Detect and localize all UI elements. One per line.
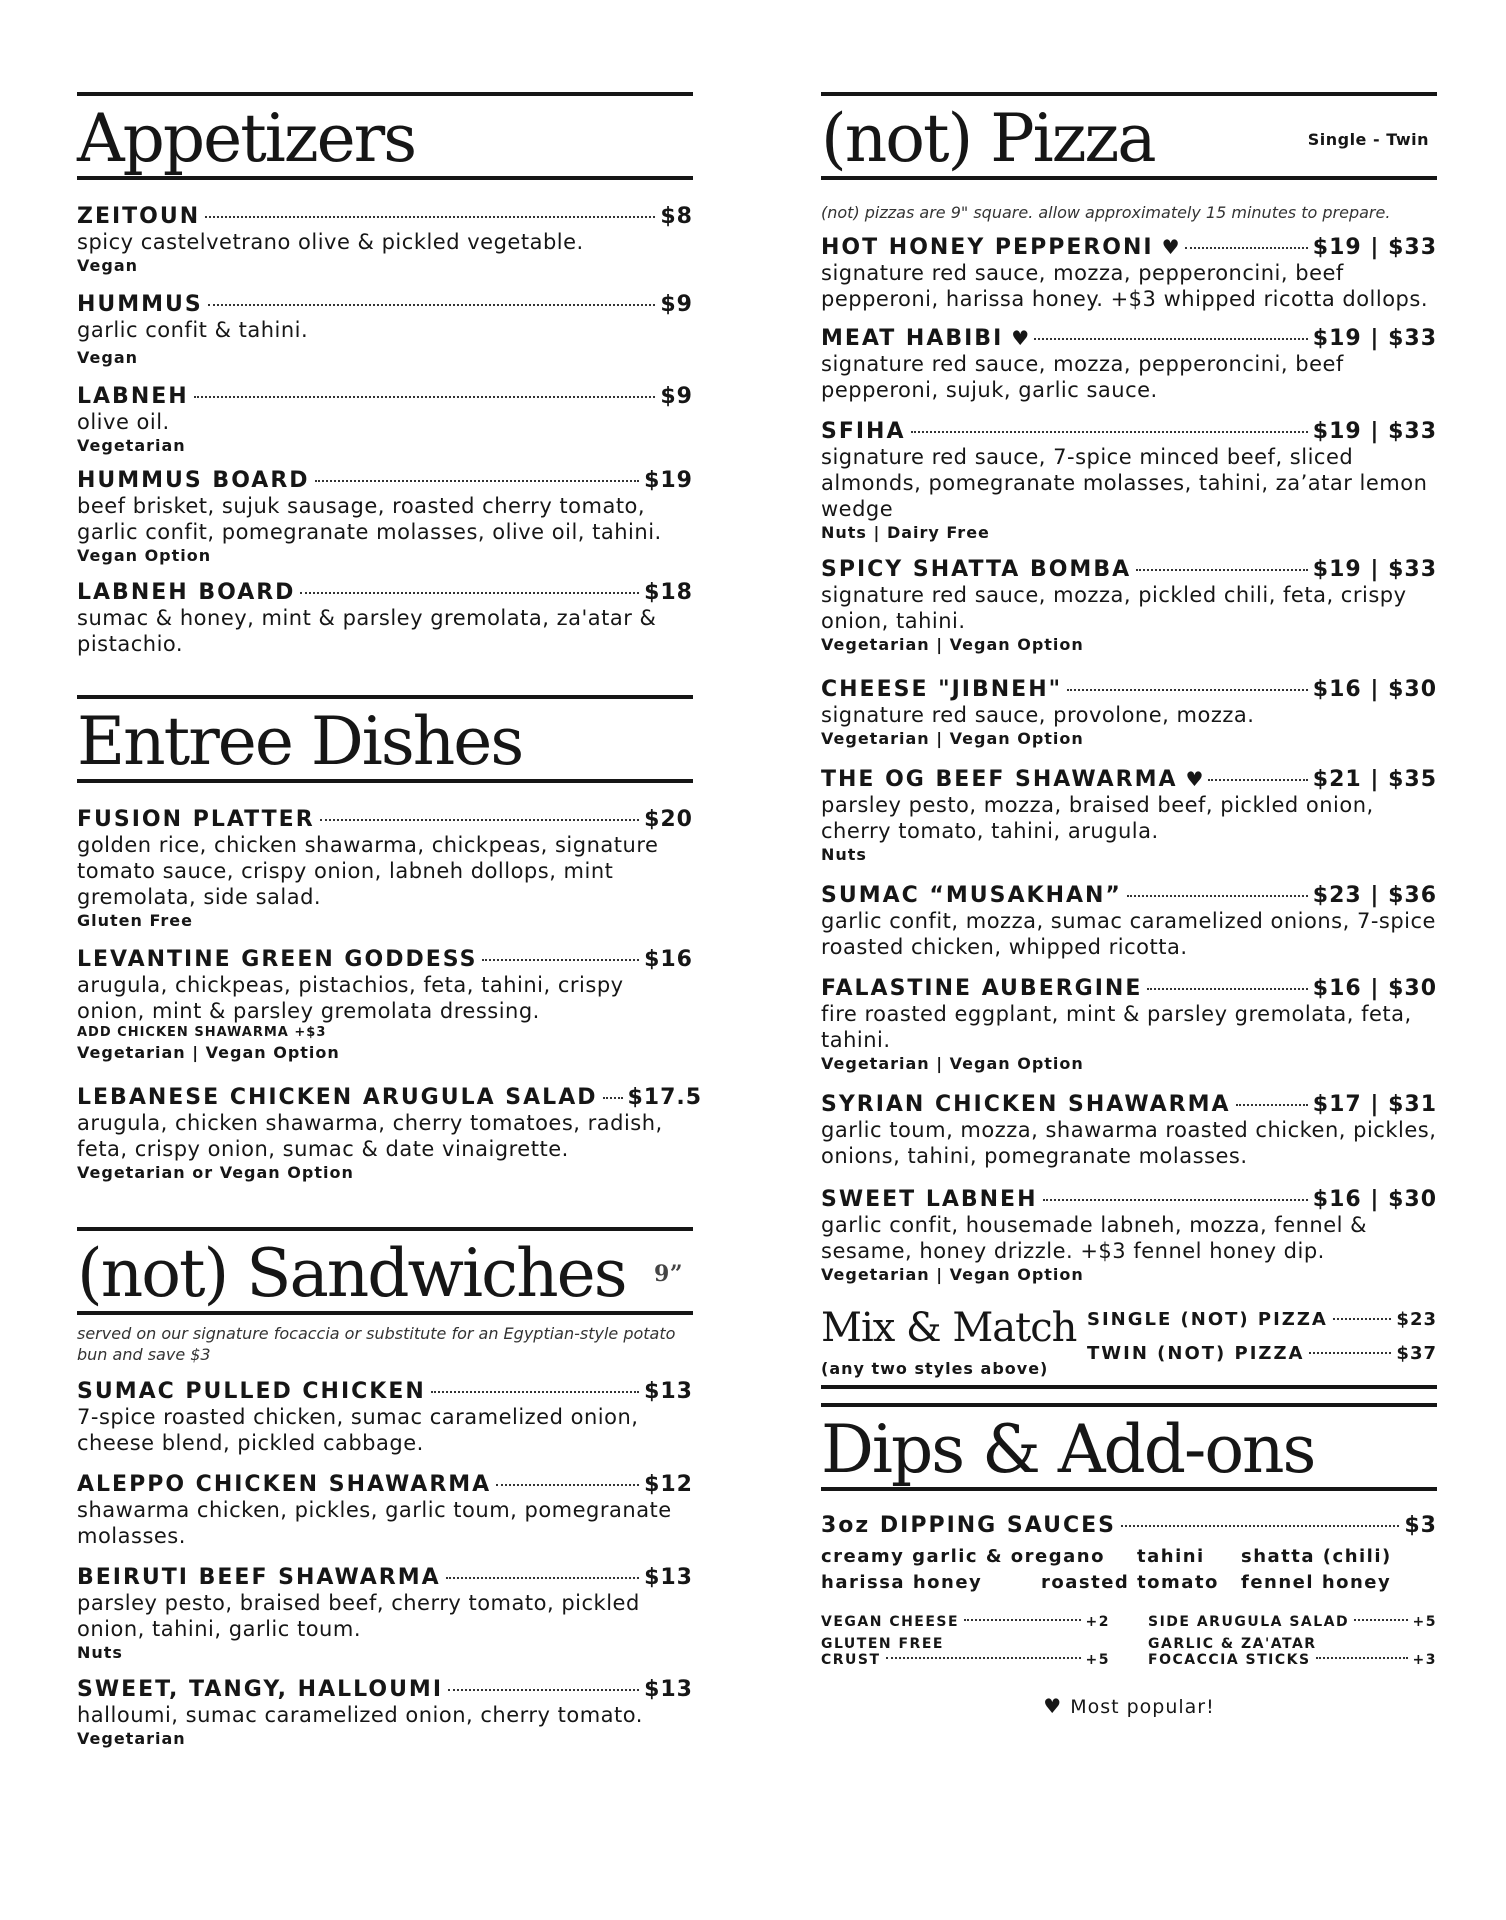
item-description: fire roasted eggplant, mint & parsley gremolata, feta, tahini. bbox=[821, 1002, 1412, 1052]
dot-leader bbox=[1043, 1199, 1308, 1201]
item-description: parsley pesto, mozza, braised beef, pickled onion, cherry tomato, tahini, arugula. bbox=[821, 793, 1374, 843]
dot-leader bbox=[886, 1657, 1081, 1659]
item-price: $3 bbox=[1404, 1513, 1437, 1538]
section-header bbox=[77, 695, 693, 783]
item-price: $16 | $30 bbox=[1312, 1187, 1437, 1212]
dot-leader bbox=[1067, 689, 1308, 691]
pizza-section bbox=[821, 92, 1437, 1285]
right-column bbox=[821, 92, 1437, 1718]
menu-item bbox=[77, 468, 693, 566]
dietary-tag: Vegetarian | Vegan Option bbox=[77, 1043, 340, 1062]
item-price: $19 bbox=[644, 468, 693, 493]
menu-item bbox=[77, 1677, 693, 1749]
dot-leader bbox=[1236, 1104, 1308, 1106]
addon-item bbox=[821, 1636, 1110, 1674]
item-description: garlic confit & tahini. bbox=[77, 318, 309, 342]
dot-leader bbox=[300, 592, 639, 594]
dot-leader bbox=[1121, 1525, 1399, 1527]
menu-item bbox=[77, 947, 693, 1063]
sauce-option: creamy garlic & oregano bbox=[821, 1546, 1105, 1567]
section-title: Appetizers bbox=[77, 100, 416, 177]
addon-name: SIDE ARUGULA SALAD bbox=[1148, 1614, 1350, 1630]
legend-label: Most popular! bbox=[1070, 1696, 1215, 1718]
item-name: LEVANTINE GREEN GODDESS bbox=[77, 947, 478, 972]
dot-leader bbox=[1136, 569, 1308, 571]
item-price: $13 bbox=[644, 1379, 693, 1404]
dot-leader bbox=[496, 1484, 639, 1486]
sauce-option: harissa honey bbox=[821, 1572, 983, 1593]
dietary-tag: Vegetarian | Vegan Option bbox=[821, 1265, 1084, 1284]
dot-leader bbox=[964, 1619, 1080, 1621]
item-price: $12 bbox=[644, 1472, 693, 1497]
item-name: 3oz DIPPING SAUCES bbox=[821, 1513, 1116, 1538]
addon-item bbox=[1148, 1614, 1437, 1630]
section-header bbox=[821, 1403, 1437, 1491]
dietary-tag: Vegan bbox=[77, 256, 138, 275]
menu-item bbox=[77, 1565, 693, 1663]
menu-item bbox=[821, 677, 1437, 749]
addon-name: VEGAN CHEESE bbox=[821, 1614, 960, 1630]
menu-item bbox=[77, 204, 693, 276]
mix-title: Mix & Match bbox=[821, 1305, 1077, 1351]
dot-leader bbox=[446, 1577, 639, 1579]
mix-single-label: SINGLE (NOT) PIZZA bbox=[1087, 1309, 1328, 1330]
item-name: SPICY SHATTA BOMBA bbox=[821, 557, 1132, 582]
item-price: $17.5 bbox=[627, 1085, 703, 1110]
dot-leader bbox=[603, 1097, 623, 1099]
item-price: $19 | $33 bbox=[1312, 419, 1437, 444]
item-description: arugula, chickpeas, pistachios, feta, tahini, crispy onion, mint & parsley gremolata dressing. bbox=[77, 973, 624, 1023]
dot-leader bbox=[1127, 895, 1308, 897]
dietary-tag: Vegan Option bbox=[77, 546, 212, 565]
menu-item bbox=[821, 976, 1437, 1074]
mix-twin-price: $37 bbox=[1396, 1343, 1437, 1364]
dot-leader bbox=[1185, 247, 1308, 249]
item-price: $19 | $33 bbox=[1312, 557, 1437, 582]
heart-icon: ♥ bbox=[1185, 767, 1204, 791]
item-price: $21 | $35 bbox=[1312, 767, 1437, 792]
item-price: $23 | $36 bbox=[1312, 883, 1437, 908]
dot-leader bbox=[208, 304, 656, 306]
mix-subtitle: (any two styles above) bbox=[821, 1359, 1049, 1378]
section-title: Dips & Add-ons bbox=[821, 1411, 1315, 1488]
menu-item bbox=[77, 384, 693, 456]
dietary-tag: Vegetarian or Vegan Option bbox=[77, 1163, 354, 1182]
menu-item bbox=[821, 1187, 1437, 1285]
item-price: $17 | $31 bbox=[1312, 1092, 1437, 1117]
item-price: $18 bbox=[644, 580, 693, 605]
item-price: $20 bbox=[644, 807, 693, 832]
dipping-sauces-row bbox=[821, 1513, 1437, 1538]
item-description: signature red sauce, mozza, pickled chili, feta, crispy onion, tahini. bbox=[821, 583, 1407, 633]
menu-item bbox=[821, 767, 1437, 865]
most-popular-legend bbox=[821, 1694, 1437, 1718]
item-description: spicy castelvetrano olive & pickled vegetable. bbox=[77, 230, 584, 254]
menu-item bbox=[77, 292, 693, 368]
dietary-tag: Vegetarian bbox=[77, 1729, 186, 1748]
dot-leader bbox=[1208, 779, 1307, 781]
sauce-option: roasted tomato bbox=[1041, 1572, 1219, 1593]
menu-item bbox=[77, 1085, 703, 1183]
dot-leader bbox=[194, 396, 656, 398]
mix-and-match bbox=[821, 1299, 1437, 1389]
sauce-option: fennel honey bbox=[1241, 1572, 1392, 1593]
section-title: (not) Sandwiches bbox=[77, 1235, 626, 1312]
item-name: LEBANESE CHICKEN ARUGULA SALAD bbox=[77, 1085, 598, 1110]
menu-item bbox=[77, 580, 693, 657]
item-description: signature red sauce, 7-spice minced beef, sliced almonds, pomegranate molasses, tahini, za’atar lemon wedge bbox=[821, 445, 1428, 521]
dietary-tag: Vegan bbox=[77, 348, 138, 367]
size-label: Single - Twin bbox=[1307, 130, 1429, 149]
item-description: signature red sauce, mozza, pepperoncini, beef pepperoni, harissa honey. +$3 whipped ricotta dollops. bbox=[821, 261, 1429, 311]
menu-item bbox=[821, 557, 1437, 655]
dietary-tag: Nuts | Dairy Free bbox=[821, 523, 990, 542]
item-description: olive oil. bbox=[77, 410, 170, 434]
heart-icon: ♥ bbox=[1011, 326, 1030, 350]
mix-prices bbox=[1087, 1309, 1437, 1377]
addon-name: GLUTEN FREE bbox=[821, 1636, 944, 1652]
dot-leader bbox=[1309, 1352, 1391, 1354]
heart-icon: ♥ bbox=[1043, 1694, 1063, 1718]
item-name: SWEET LABNEH bbox=[821, 1187, 1038, 1212]
item-name: ZEITOUN bbox=[77, 204, 201, 229]
item-name: SUMAC PULLED CHICKEN bbox=[77, 1379, 426, 1404]
addon-note: ADD CHICKEN SHAWARMA +$3 bbox=[77, 1025, 327, 1040]
section-header bbox=[77, 1227, 693, 1315]
menu-item bbox=[821, 326, 1437, 403]
dot-leader bbox=[1316, 1657, 1408, 1659]
item-price: $16 bbox=[644, 947, 693, 972]
item-description: arugula, chicken shawarma, cherry tomatoes, radish, feta, crispy onion, sumac & date vinaigrette. bbox=[77, 1111, 663, 1161]
item-description: halloumi, sumac caramelized onion, cherry tomato. bbox=[77, 1703, 643, 1727]
dot-leader bbox=[482, 959, 639, 961]
addon-name-line2: FOCACCIA STICKS bbox=[1148, 1652, 1311, 1668]
dot-leader bbox=[315, 480, 640, 482]
sandwiches-section bbox=[77, 1227, 693, 1749]
dietary-tag: Gluten Free bbox=[77, 911, 193, 930]
item-description: beef brisket, sujuk sausage, roasted cherry tomato, garlic confit, pomegranate molasses, olive oil, tahini. bbox=[77, 494, 662, 544]
item-name: FALASTINE AUBERGINE bbox=[821, 976, 1143, 1001]
section-title: Entree Dishes bbox=[77, 703, 523, 780]
item-description: garlic confit, mozza, sumac caramelized onions, 7-spice roasted chicken, whipped ricotta. bbox=[821, 909, 1436, 959]
menu-item bbox=[821, 419, 1437, 543]
dietary-tag: Nuts bbox=[821, 845, 867, 864]
dot-leader bbox=[1147, 988, 1307, 990]
item-price: $8 bbox=[660, 204, 693, 229]
size-note: 9” bbox=[654, 1261, 683, 1287]
section-header bbox=[77, 92, 693, 180]
item-price: $16 | $30 bbox=[1312, 976, 1437, 1001]
mix-single-price: $23 bbox=[1396, 1309, 1437, 1330]
item-name: MEAT HABIBI bbox=[821, 326, 1004, 351]
addons-list bbox=[821, 1614, 1437, 1674]
appetizers-section bbox=[77, 92, 693, 657]
sauce-option: tahini bbox=[1137, 1546, 1205, 1567]
item-name: SYRIAN CHICKEN SHAWARMA bbox=[821, 1092, 1231, 1117]
item-name: HUMMUS BOARD bbox=[77, 468, 310, 493]
sauce-option: shatta (chili) bbox=[1241, 1546, 1392, 1567]
item-price: $9 bbox=[660, 384, 693, 409]
item-name: THE OG BEEF SHAWARMA bbox=[821, 767, 1178, 792]
menu-item bbox=[77, 1379, 693, 1456]
dietary-tag: Nuts bbox=[77, 1643, 123, 1662]
section-title: (not) Pizza bbox=[821, 100, 1155, 177]
item-description: parsley pesto, braised beef, cherry tomato, pickled onion, tahini, garlic toum. bbox=[77, 1591, 640, 1641]
menu-item bbox=[77, 1472, 693, 1549]
item-description: garlic toum, mozza, shawarma roasted chicken, pickles, onions, tahini, pomegranate molasses. bbox=[821, 1118, 1437, 1168]
item-price: $16 | $30 bbox=[1312, 677, 1437, 702]
item-price: $19 | $33 bbox=[1312, 326, 1437, 351]
menu-item bbox=[821, 883, 1437, 960]
entrees-section bbox=[77, 695, 703, 1183]
item-name: LABNEH BOARD bbox=[77, 580, 296, 605]
item-name: SWEET, TANGY, HALLOUMI bbox=[77, 1677, 444, 1702]
dot-leader bbox=[431, 1391, 639, 1393]
item-name: ALEPPO CHICKEN SHAWARMA bbox=[77, 1472, 492, 1497]
dot-leader bbox=[911, 431, 1308, 433]
item-name: FUSION PLATTER bbox=[77, 807, 315, 832]
menu-item bbox=[821, 1092, 1437, 1169]
section-intro: (not) pizzas are 9" square. allow approximately 15 minutes to prepare. bbox=[821, 203, 1391, 222]
dot-leader bbox=[448, 1689, 639, 1691]
addon-item bbox=[1148, 1636, 1437, 1674]
dietary-tag: Vegetarian | Vegan Option bbox=[821, 1054, 1084, 1073]
menu-item bbox=[821, 235, 1437, 312]
dietary-tag: Vegetarian bbox=[77, 436, 186, 455]
item-description: signature red sauce, mozza, pepperoncini, beef pepperoni, sujuk, garlic sauce. bbox=[821, 352, 1344, 402]
addon-price: +5 bbox=[1412, 1614, 1437, 1630]
addon-price: +5 bbox=[1085, 1652, 1110, 1668]
item-price: $13 bbox=[644, 1677, 693, 1702]
item-description: shawarma chicken, pickles, garlic toum, pomegranate molasses. bbox=[77, 1498, 672, 1548]
item-description: 7-spice roasted chicken, sumac caramelized onion, cheese blend, pickled cabbage. bbox=[77, 1405, 639, 1455]
addon-item bbox=[821, 1614, 1110, 1630]
item-name: HOT HONEY PEPPERONI bbox=[821, 235, 1154, 260]
item-price: $9 bbox=[660, 292, 693, 317]
dot-leader bbox=[1333, 1318, 1392, 1320]
item-description: golden rice, chicken shawarma, chickpeas, signature tomato sauce, crispy onion, labneh dollops, mint gremolata, side salad. bbox=[77, 833, 659, 909]
item-name: HUMMUS bbox=[77, 292, 203, 317]
item-name: LABNEH bbox=[77, 384, 189, 409]
item-description: sumac & honey, mint & parsley gremolata, za'atar & pistachio. bbox=[77, 606, 657, 656]
item-description: signature red sauce, provolone, mozza. bbox=[821, 703, 1255, 727]
item-name: BEIRUTI BEEF SHAWARMA bbox=[77, 1565, 441, 1590]
left-column bbox=[77, 92, 703, 1749]
item-name: SFIHA bbox=[821, 419, 906, 444]
section-intro: served on our signature focaccia or substitute for an Egyptian-style potato bun and save $3 bbox=[77, 1324, 676, 1364]
section-header bbox=[821, 92, 1437, 180]
item-name: SUMAC “MUSAKHAN” bbox=[821, 883, 1122, 908]
dietary-tag: Vegetarian | Vegan Option bbox=[821, 635, 1084, 654]
item-price: $19 | $33 bbox=[1312, 235, 1437, 260]
dot-leader bbox=[1354, 1619, 1407, 1621]
heart-icon: ♥ bbox=[1161, 235, 1180, 259]
dot-leader bbox=[1034, 338, 1308, 340]
item-description: garlic confit, housemade labneh, mozza, fennel & sesame, honey drizzle. +$3 fennel honey dip. bbox=[821, 1213, 1368, 1263]
item-price: $13 bbox=[644, 1565, 693, 1590]
mix-twin-label: TWIN (NOT) PIZZA bbox=[1087, 1343, 1305, 1364]
dips-section bbox=[821, 1403, 1437, 1718]
addon-price: +2 bbox=[1085, 1614, 1110, 1630]
item-name: CHEESE "JIBNEH" bbox=[821, 677, 1063, 702]
addon-name-line2: CRUST bbox=[821, 1652, 881, 1668]
sauce-list bbox=[821, 1544, 1437, 1596]
dot-leader bbox=[320, 819, 639, 821]
dietary-tag: Vegetarian | Vegan Option bbox=[821, 729, 1084, 748]
addon-price: +3 bbox=[1412, 1652, 1437, 1668]
addon-name: GARLIC & ZA'ATAR bbox=[1148, 1636, 1317, 1652]
dot-leader bbox=[205, 216, 655, 218]
menu-item bbox=[77, 807, 693, 931]
